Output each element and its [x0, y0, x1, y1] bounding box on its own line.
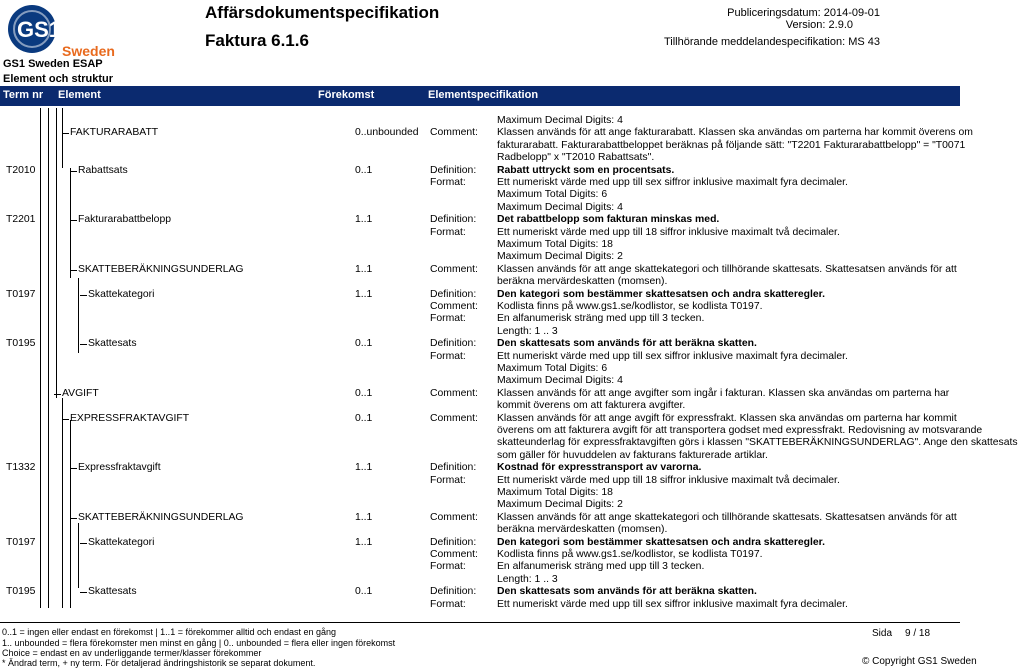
occurrence: 0..1 — [355, 338, 373, 350]
spec-text: Maximum Decimal Digits: 4 — [497, 375, 623, 387]
spec-text: Kodlista finns på www.gs1.se/kodlistor, se kodlista T0197. — [497, 549, 763, 560]
table-row — [0, 275, 960, 288]
table-row — [0, 560, 960, 573]
spec-label: Comment: — [430, 511, 478, 523]
tree-branch — [62, 133, 69, 134]
spec-text: Maximum Decimal Digits: 2 — [497, 499, 623, 511]
table-row — [0, 126, 973, 139]
spec-text: Ett numeriskt värde med upp till 18 siffror inklusive maximalt två decimaler. — [497, 474, 840, 486]
tree-line — [48, 108, 49, 608]
table-row — [0, 238, 960, 251]
term-number: T0195 — [6, 586, 36, 598]
spec-text: överens om att fakturera avgift för att transportera godset med expressfrakt. Redovisning av motsvarande — [497, 425, 983, 436]
spec-label: Definition: — [430, 164, 477, 176]
spec-text: Ett numeriskt värde med upp till sex siffror inklusive maximalt fyra decimaler. — [497, 350, 848, 362]
tree-branch — [70, 270, 77, 271]
footer-legend-3: Choice = endast en av underliggande termer/klasser förekommer — [2, 648, 262, 658]
footer-legend-4: * Ändrad term, + ny term. För detaljerad ändringshistorik se separat dokument. — [2, 658, 316, 668]
table-row — [0, 461, 960, 474]
spec-label: Definition: — [430, 288, 477, 300]
table-row — [0, 412, 960, 425]
spec-text: Klassen används för att ange avgift för expressfrakt. Klassen ska användas om parterna har kommit — [497, 412, 957, 424]
col-spec: Elementspecifikation — [428, 89, 539, 101]
spec-text: beräkna mervärdeskatten (momsen). — [497, 276, 668, 288]
table-row — [0, 399, 960, 412]
table-row — [0, 263, 960, 276]
spec-text: Klassen används för att ange skattekategori och tillhörande skattesats. Skattesatsen används för att — [497, 263, 957, 275]
spec-text: Maximum Total Digits: 18 — [497, 239, 613, 250]
spec-text: Ett numeriskt värde med upp till sex siffror inklusive maximalt fyra decimaler. — [497, 177, 848, 188]
table-row — [0, 226, 960, 239]
spec-text: En alfanumerisk sträng med upp till 3 tecken. — [497, 313, 705, 325]
table-row — [0, 573, 960, 586]
spec-text: Ett numeriskt värde med upp till 18 siffror inklusive maximalt två decimaler. — [497, 226, 840, 238]
element-name: Skattesats — [88, 338, 137, 350]
document-title: Affärsdokumentspecifikation — [205, 3, 440, 22]
tree-line — [62, 398, 63, 608]
spec-text: Rabatt uttryckt som en procentsats. — [497, 164, 675, 176]
element-name: Expressfraktavgift — [78, 462, 161, 474]
footer-legend-2: 1.. unbounded = flera förekomster men minst en gång | 0.. unbounded = flera eller ingen förekomst — [2, 638, 396, 648]
table-row — [0, 486, 960, 499]
tree-branch — [70, 220, 77, 221]
term-number: T2201 — [6, 214, 36, 226]
footer-divider — [0, 622, 960, 623]
element-name: EXPRESSFRAKTAVGIFT — [70, 412, 190, 424]
table-row — [0, 139, 966, 152]
spec-text: Length: 1 .. 3 — [497, 325, 558, 337]
spec-text: kommit överens om att fakturera avgifter. — [497, 400, 686, 412]
element-name: Skattekategori — [88, 536, 155, 548]
table-row — [0, 337, 960, 350]
section-title: Element och struktur — [3, 73, 114, 85]
spec-text: Klassen används för att ange fakturarabatt. Klassen ska användas om parterna har kommit överens om — [497, 127, 973, 139]
spec-text: Klassen används för att ange avgifter som ingår i fakturan. Klassen ska användas om parterna har — [497, 387, 950, 399]
table-row — [0, 325, 960, 338]
spec-label: Format: — [430, 474, 466, 486]
element-name: Rabattsats — [78, 164, 128, 176]
document-subtitle: Faktura 6.1.6 — [205, 31, 309, 50]
table-row — [0, 548, 960, 561]
spec-label: Format: — [430, 177, 466, 188]
spec-text: Den kategori som bestämmer skattesatsen och andra skatteregler. — [497, 288, 826, 300]
spec-text: Maximum Total Digits: 6 — [497, 363, 608, 374]
spec-text: Det rabattbelopp som fakturan minskas med. — [497, 214, 720, 226]
tree-branch — [80, 295, 87, 296]
table-row — [0, 598, 960, 611]
spec-label: Format: — [430, 313, 466, 325]
tree-line — [78, 278, 79, 353]
spec-text: Ett numeriskt värde med upp till sex siffror inklusive maximalt fyra decimaler. — [497, 598, 848, 610]
spec-label: Definition: — [430, 338, 477, 350]
tree-line — [70, 168, 71, 278]
table-row — [0, 151, 960, 164]
table-row — [0, 362, 960, 375]
page-label: Sida — [872, 628, 893, 639]
term-number: T1332 — [6, 462, 36, 474]
element-name: AVGIFT — [62, 387, 99, 399]
occurrence: 1..1 — [355, 214, 373, 226]
table-row — [0, 449, 960, 462]
table-row — [0, 350, 960, 363]
table-row — [0, 436, 1018, 449]
spec-text: Length: 1 .. 3 — [497, 573, 558, 585]
spec-text: Kodlista finns på www.gs1.se/kodlistor, se kodlista T0197. — [497, 301, 763, 312]
spec-label: Comment: — [430, 301, 478, 312]
spec-text: Maximum Decimal Digits: 2 — [497, 251, 623, 263]
spec-text: fakturarabatt. Fakturarabattbeloppet beräknas på följande sätt: "T2201 Fakturarabattbelopp" = "T0071 — [497, 139, 966, 151]
spec-label: Comment: — [430, 127, 478, 139]
table-row — [0, 387, 960, 400]
element-table — [0, 108, 1018, 610]
spec-text: Kostnad för expresstransport av varorna. — [497, 462, 702, 474]
tree-branch — [62, 419, 69, 420]
occurrence: 1..1 — [355, 536, 373, 548]
publication-date: Publiceringsdatum: 2014-09-01 — [727, 7, 880, 19]
occurrence: 0..1 — [355, 387, 373, 399]
table-row — [0, 300, 960, 313]
spec-text: Maximum Decimal Digits: 4 — [497, 115, 623, 126]
table-row — [0, 288, 960, 301]
element-name: FAKTURARABATT — [70, 127, 159, 139]
spec-label: Comment: — [430, 263, 478, 275]
table-row — [0, 498, 960, 511]
spec-text: Den skattesats som används för att beräkna skatten. — [497, 586, 757, 598]
spec-text: En alfanumerisk sträng med upp till 3 tecken. — [497, 561, 705, 573]
version: Version: 2.9.0 — [785, 19, 853, 31]
column-header-bar — [0, 86, 960, 106]
tree-branch — [80, 543, 87, 544]
term-number: T0195 — [6, 338, 36, 350]
term-number: T2010 — [6, 164, 36, 176]
occurrence: 1..1 — [355, 462, 373, 474]
tree-line — [78, 523, 79, 588]
tree-branch — [80, 592, 87, 593]
term-number: T0197 — [6, 536, 36, 548]
table-row — [0, 213, 960, 226]
table-row — [0, 474, 960, 487]
table-row — [0, 201, 960, 214]
spec-label: Format: — [430, 350, 466, 362]
tree-branch — [70, 171, 77, 172]
occurrence: 0..unbounded — [355, 127, 419, 139]
message-spec: Tillhörande meddelandespecifikation: MS 43 — [663, 36, 880, 48]
table-row — [0, 585, 960, 598]
occurrence: 1..1 — [355, 288, 373, 300]
col-occurrence: Förekomst — [318, 89, 375, 101]
tree-branch — [70, 468, 77, 469]
copyright: © Copyright GS1 Sweden — [862, 656, 977, 667]
svg-text:GS1: GS1 — [17, 17, 62, 42]
table-row — [0, 424, 983, 437]
element-name: Skattekategori — [88, 288, 155, 300]
tree-line — [40, 108, 41, 608]
tree-line — [70, 420, 71, 608]
table-row — [0, 176, 960, 189]
spec-text: Maximum Decimal Digits: 4 — [497, 201, 623, 213]
table-row — [0, 164, 960, 177]
spec-label: Definition: — [430, 536, 477, 548]
term-number: T0197 — [6, 288, 36, 300]
tree-branch — [54, 394, 61, 395]
spec-text: Radbelopp" x "T2010 Rabattsats". — [497, 152, 655, 164]
page-number: 9 / 18 — [905, 628, 931, 639]
table-row — [0, 250, 960, 263]
element-name: Skattesats — [88, 586, 137, 598]
spec-label: Comment: — [430, 387, 478, 399]
company-name: GS1 Sweden ESAP — [3, 58, 103, 70]
table-row — [0, 114, 960, 127]
col-term: Term nr — [3, 89, 44, 101]
spec-label: Format: — [430, 561, 466, 573]
table-row — [0, 374, 960, 387]
page-header — [0, 0, 960, 108]
spec-label: Definition: — [430, 214, 477, 226]
element-name: Fakturarabattbelopp — [78, 214, 171, 226]
spec-label: Definition: — [430, 462, 477, 474]
table-row — [0, 523, 960, 536]
spec-text: Klassen används för att ange skattekategori och tillhörande skattesats. Skattesatsen används för att — [497, 511, 957, 523]
spec-label: Definition: — [430, 586, 477, 598]
element-name: SKATTEBERÄKNINGSUNDERLAG — [78, 511, 244, 523]
tree-line — [56, 108, 57, 398]
element-name: SKATTEBERÄKNINGSUNDERLAG — [78, 263, 244, 275]
spec-label: Format: — [430, 598, 466, 610]
occurrence: 0..1 — [355, 586, 373, 598]
occurrence: 0..1 — [355, 412, 373, 424]
spec-text: skatteunderlag för expressfraktavgiften görs i klassen "SKATTEBERÄKNINGSUNDERLAG". Ange den skattesats — [497, 437, 1018, 449]
occurrence: 1..1 — [355, 263, 373, 275]
gs1-logo — [4, 2, 115, 59]
table-row — [0, 511, 960, 524]
occurrence: 1..1 — [355, 511, 373, 523]
spec-text: beräkna mervärdeskatten (momsen). — [497, 524, 668, 536]
spec-text: som gäller för huvuddelen av fakturans fakturerade artiklar. — [497, 449, 768, 461]
spec-label: Comment: — [430, 549, 478, 560]
spec-label: Format: — [430, 226, 466, 238]
table-row — [0, 312, 960, 325]
col-element: Element — [58, 89, 101, 101]
spec-text: Den skattesats som används för att beräkna skatten. — [497, 338, 757, 350]
svg-text:Sweden: Sweden — [62, 43, 115, 59]
tree-branch — [70, 518, 77, 519]
table-row — [0, 536, 960, 549]
footer-legend-1: 0..1 = ingen eller endast en förekomst | 1..1 = förekommer alltid och endast en gång — [2, 627, 337, 637]
spec-text: Maximum Total Digits: 6 — [497, 189, 608, 201]
tree-branch — [80, 344, 87, 345]
occurrence: 0..1 — [355, 164, 373, 176]
tree-line — [62, 108, 63, 168]
spec-text: Den kategori som bestämmer skattesatsen och andra skatteregler. — [497, 536, 826, 548]
spec-label: Comment: — [430, 412, 478, 424]
table-row — [0, 188, 960, 201]
spec-text: Maximum Total Digits: 18 — [497, 487, 613, 498]
